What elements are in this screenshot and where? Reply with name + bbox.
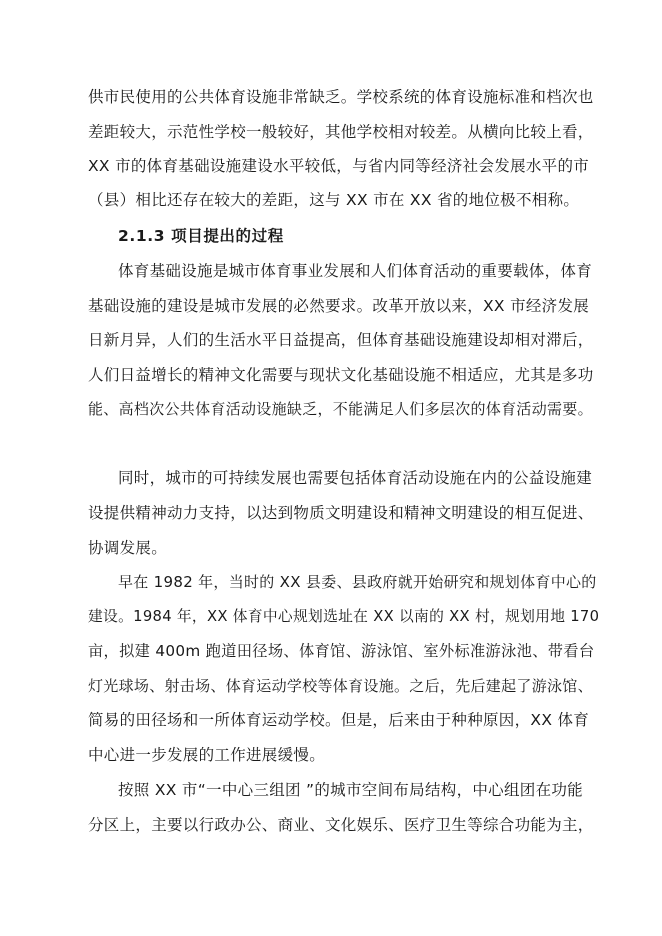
paragraph-4-line-4: 灯光球场、射击场、体育运动学校等体育设施。之后，先后建起了游泳馆、 — [88, 677, 593, 695]
paragraph-5-line-2: 分区上，主要以行政办公、商业、文化娱乐、医疗卫生等综合功能为主， — [88, 816, 594, 834]
paragraph-1-line-1: 供市民使用的公共体育设施非常缺乏。学校系统的体育设施标准和档次也 — [88, 88, 594, 106]
paragraph-3-line-1: 同时，城市的可持续发展也需要包括体育活动设施在内的公益设施建 — [118, 469, 593, 487]
paragraph-1-line-3: XX 市的体育基础设施建设水平较低，与省内同等经济社会发展水平的市 — [88, 157, 590, 175]
paragraph-2-line-4: 人们日益增长的精神文化需要与现状文化基础设施不相适应，尤其是多功 — [88, 366, 594, 384]
paragraph-2-line-1: 体育基础设施是城市体育事业发展和人们体育活动的重要载体，体育 — [118, 262, 593, 280]
paragraph-4-line-1: 早在 1982 年，当时的 XX 县委、县政府就开始研究和规划体育中心的 — [118, 573, 597, 591]
paragraph-4-line-5: 简易的田径场和一所体育运动学校。但是，后来由于种种原因，XX 体育 — [88, 711, 590, 729]
paragraph-1-line-2: 差距较大，示范性学校一般较好，其他学校相对较差。从横向比较上看， — [88, 123, 594, 141]
paragraph-4-line-6: 中心进一步发展的工作进展缓慢。 — [88, 746, 326, 764]
paragraph-2-line-5: 能、高档次公共体育活动设施缺乏，不能满足人们多层次的体育活动需要。 — [88, 400, 593, 418]
paragraph-3-line-3: 协调发展。 — [88, 539, 168, 557]
paragraph-4-line-2: 建设。1984 年，XX 体育中心规划选址在 XX 以南的 XX 村，规划用地 170 — [88, 608, 600, 625]
section-heading: 2.1.3 项目提出的过程 — [118, 227, 284, 245]
paragraph-3-line-2: 设提供精神动力支持，以达到物质文明建设和精神文明建设的相互促进、 — [88, 504, 594, 522]
paragraph-5-line-1: 按照 XX 市“一中心三组团 ”的城市空间布局结构，中心组团在功能 — [118, 781, 583, 799]
paragraph-2-line-2: 基础设施的建设是城市发展的必然要求。改革开放以来，XX 市经济发展 — [88, 297, 590, 315]
paragraph-1-line-4: （县）相比还存在较大的差距，这与 XX 市在 XX 省的地位极不相称。 — [88, 191, 580, 209]
paragraph-2-line-3: 日新月异，人们的生活水平日益提高，但体育基础设施建设却相对滞后， — [88, 331, 594, 349]
paragraph-4-line-3: 亩，拟建 400m 跑道田径场、体育馆、游泳馆、室外标准游泳池、带看台 — [88, 642, 595, 660]
